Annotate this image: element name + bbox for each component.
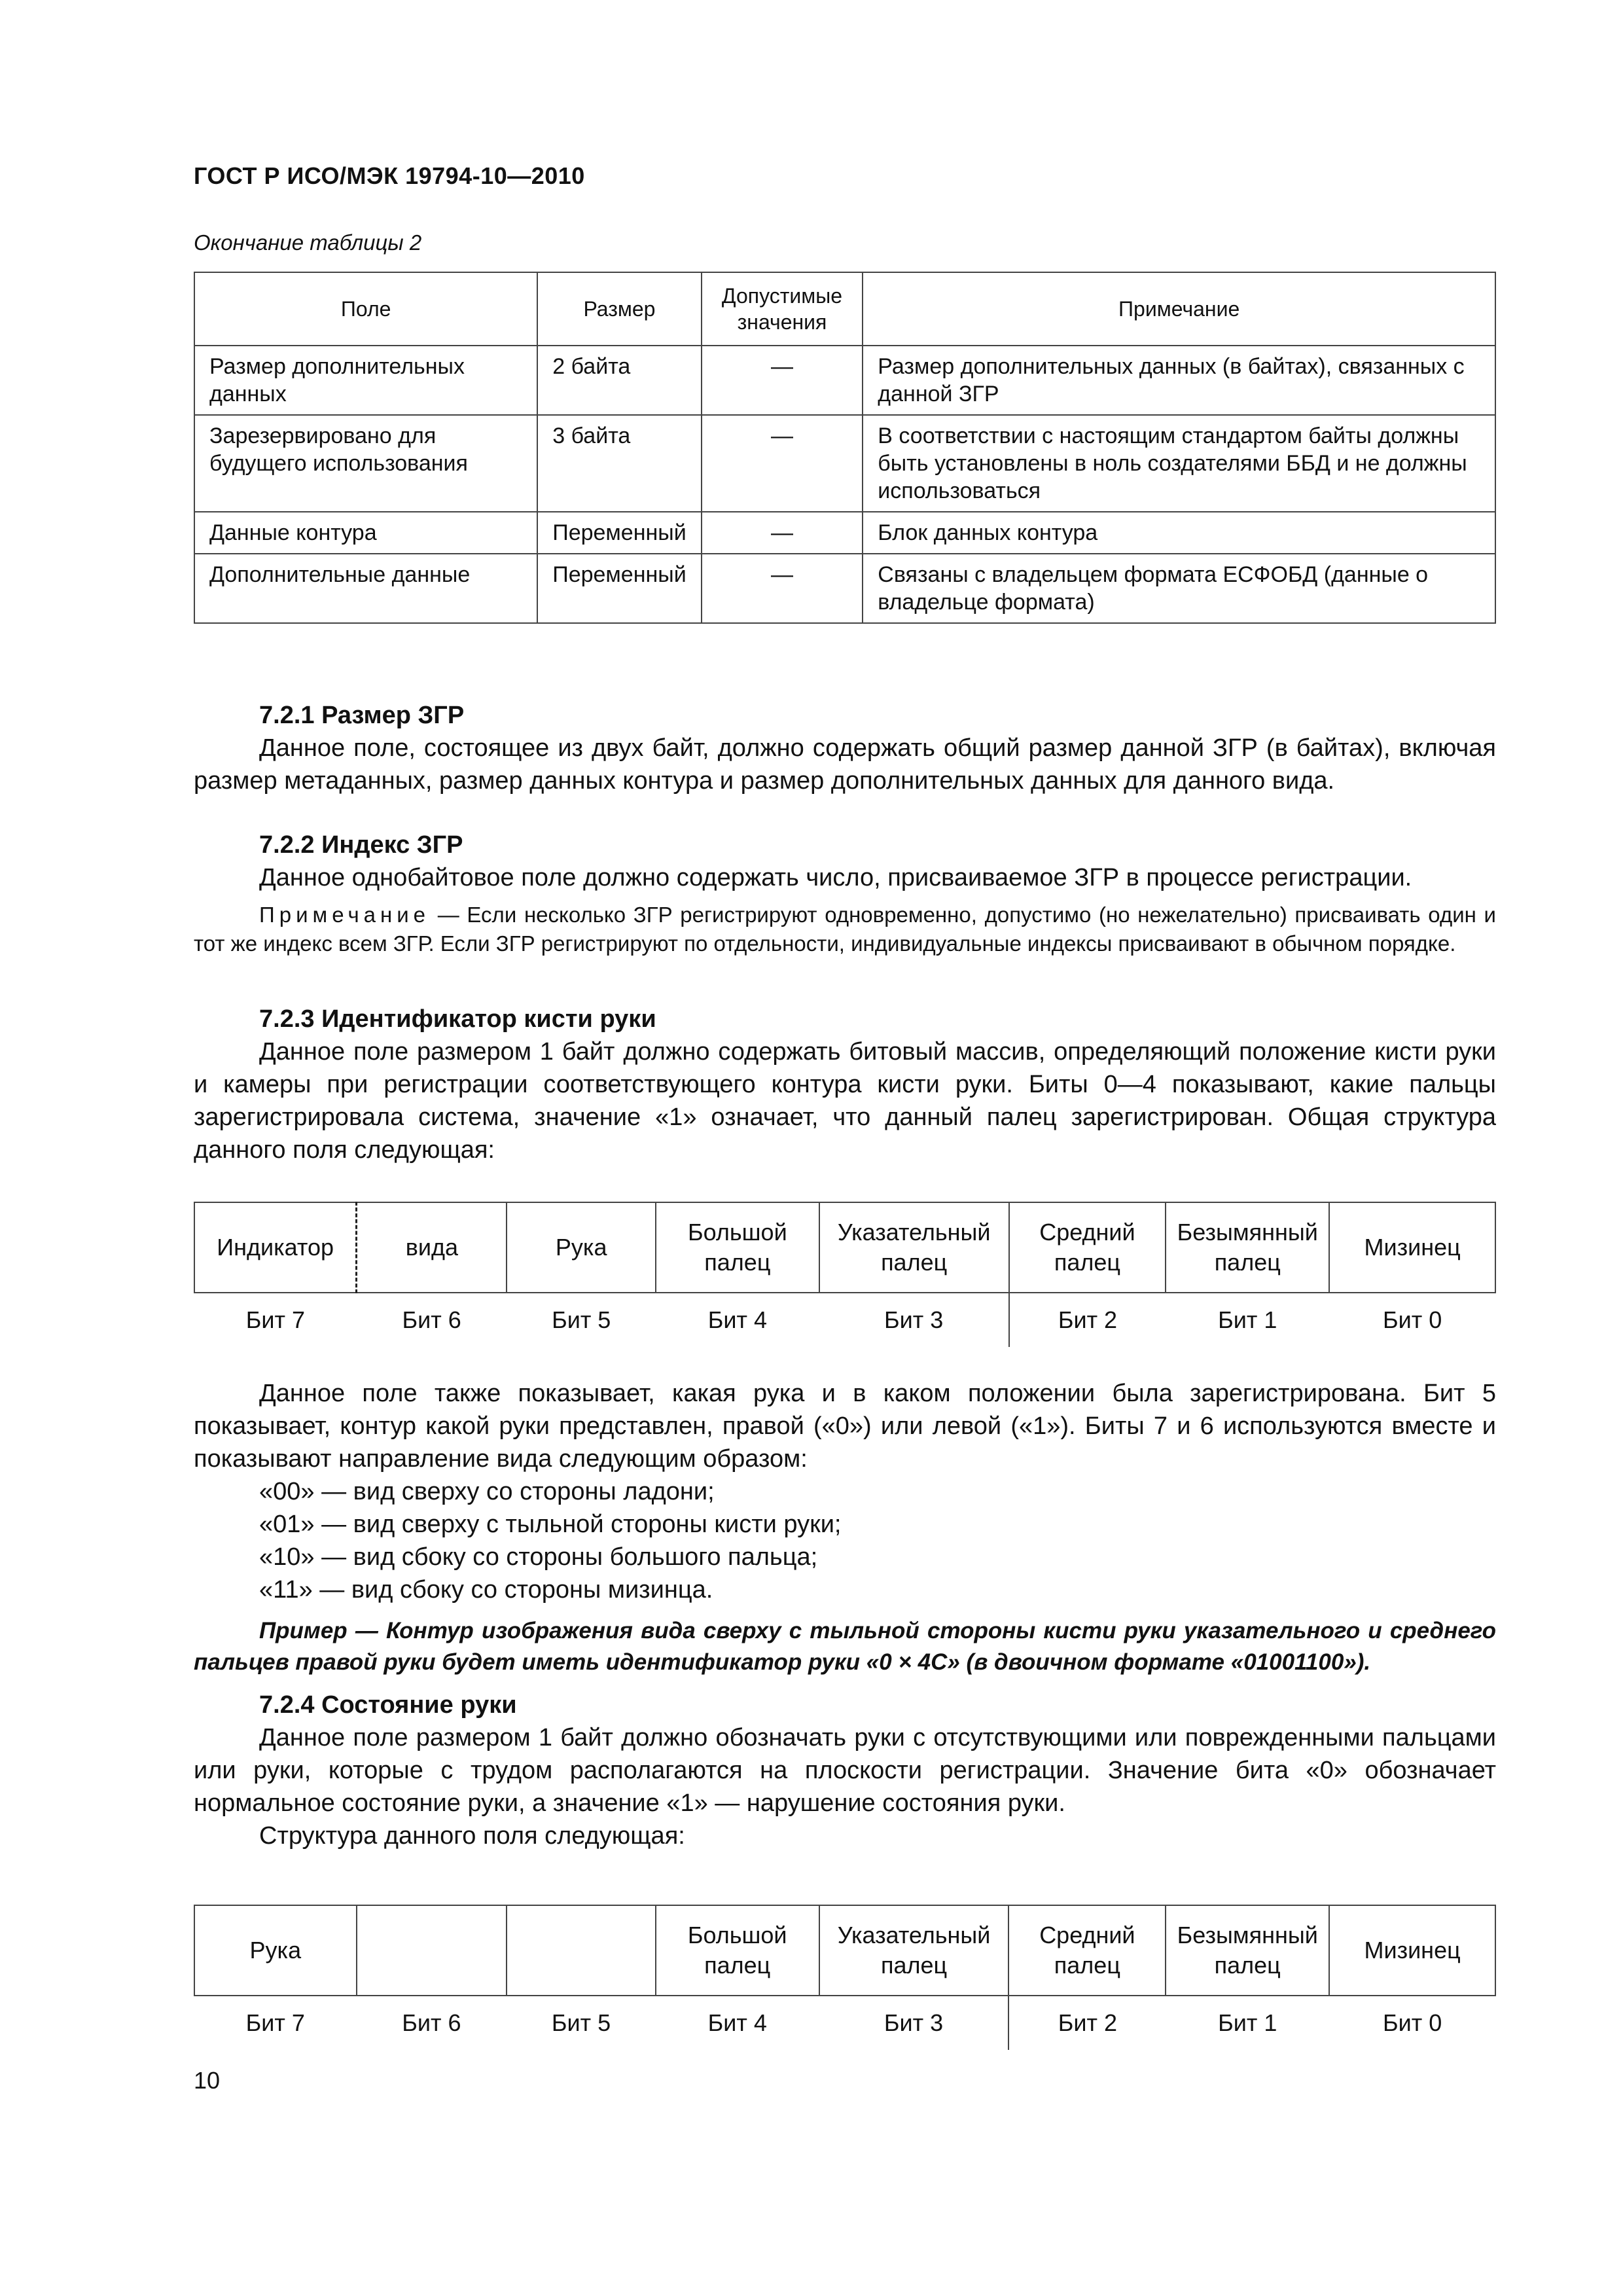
bit-label: Бит 1 bbox=[1218, 1306, 1277, 1333]
bit-cell: Указательный палец bbox=[819, 1202, 1009, 1293]
list-item: «00» — вид сверху со стороны ладони; bbox=[259, 1478, 715, 1505]
section-heading: 7.2.1 Размер ЗГР bbox=[259, 702, 465, 729]
bit-cell: Большой палец bbox=[656, 1905, 819, 1996]
bit-cell: Безымянный палец bbox=[1166, 1202, 1329, 1293]
bit-field-row bbox=[194, 1202, 1495, 1293]
paragraph: Структура данного поля следующая: bbox=[259, 1822, 685, 1850]
section-heading: 7.2.3 Идентификатор кисти руки bbox=[259, 1005, 656, 1033]
bit-cell: вида bbox=[357, 1202, 507, 1293]
table-header-row bbox=[194, 272, 1495, 346]
section-7-2-3-continued bbox=[194, 1377, 1496, 1678]
list-item: «10» — вид сбоку со стороны большого пальца; bbox=[259, 1543, 818, 1571]
note bbox=[194, 901, 1496, 958]
hand-condition-bit-table bbox=[194, 1905, 1496, 2050]
values-cell: — bbox=[702, 512, 863, 554]
bit-label: Бит 7 bbox=[245, 1306, 306, 1333]
field-cell: Дополнительные данные bbox=[194, 554, 537, 623]
bit-cell: Рука bbox=[507, 1202, 656, 1293]
bit-label: Бит 7 bbox=[245, 2009, 305, 2036]
paragraph: Данное поле размером 1 байт должно содержать битовый массив, определяющий положение кисти руки и камеры при регистрации соответствующего контура кисти руки. Биты 0—4 показывают, какие пальцы зарегистрировала система, значение «1» означает, что данный палец зарегистрирован. Общая структура данного поля следующая: bbox=[194, 1038, 1496, 1164]
bit-cell: Рука bbox=[194, 1905, 357, 1996]
hand-identifier-bit-table bbox=[194, 1202, 1496, 1347]
example: Пример — Контур изображения вида сверху с тыльной стороны кисти руки указательного и среднего пальцев правой руки будет иметь идентификатор руки «0 × 4С» (в двоичном формате «01001100»). bbox=[194, 1618, 1496, 1675]
section-7-2-4 bbox=[194, 1689, 1496, 1852]
section-heading: 7.2.4 Состояние руки bbox=[259, 1691, 517, 1719]
bit-label: Бит 3 bbox=[884, 1306, 944, 1333]
bit-label: Бит 4 bbox=[707, 2009, 767, 2036]
field-cell: Зарезервировано для будущего использования bbox=[194, 415, 537, 512]
bit-field-row bbox=[194, 1905, 1495, 1996]
bit-cell: Мизинец bbox=[1329, 1202, 1495, 1293]
list-item: «01» — вид сверху с тыльной стороны кисти руки; bbox=[259, 1511, 842, 1538]
values-cell: — bbox=[702, 415, 863, 512]
note-text: — Если несколько ЗГР регистрируют одновременно, допустимо (но нежелательно) присваивать один и тот же индекс всем ЗГР. Если ЗГР регистрируют по отдельности, индивидуальные индексы присваивают в обычном порядке. bbox=[194, 903, 1496, 956]
bit-label-row bbox=[194, 1996, 1495, 2050]
paragraph: Данное однобайтовое поле должно содержать число, присваиваемое ЗГР в процессе регистрации. bbox=[259, 864, 1412, 891]
bit-cell: Мизинец bbox=[1329, 1905, 1495, 1996]
size-cell: Переменный bbox=[537, 512, 701, 554]
column-header: Примечание bbox=[863, 272, 1495, 346]
column-header: Поле bbox=[194, 272, 537, 346]
page-number: 10 bbox=[194, 2067, 221, 2094]
bit-cell bbox=[357, 1905, 507, 1996]
bit-label: Бит 4 bbox=[707, 1306, 767, 1333]
table-caption: Окончание таблицы 2 bbox=[194, 230, 422, 255]
column-header: Допустимые значения bbox=[702, 272, 863, 346]
bit-label: Бит 6 bbox=[402, 1306, 461, 1333]
paragraph: Данное поле также показывает, какая рука и в каком положении была зарегистрирована. Бит 5 показывает, контур какой руки представлен, правой («0») или левой («1»). Биты 7 и 6 используются вместе и показывают направление вида следующим образом: bbox=[194, 1380, 1496, 1473]
values-cell: — bbox=[702, 554, 863, 623]
bit-cell bbox=[507, 1905, 656, 1996]
bit-cell: Указательный палец bbox=[819, 1905, 1009, 1996]
table-row bbox=[194, 415, 1495, 512]
bit-cell: Индикатор bbox=[194, 1202, 357, 1293]
paragraph: Данное поле размером 1 байт должно обозначать руки с отсутствующими или поврежденными пальцами или руки, которые с трудом располагаются на плоскости регистрации. Значение бита «0» обозначает нормальное состояние руки, а значение «1» — нарушение состояния руки. bbox=[194, 1724, 1496, 1817]
note-cell: В соответствии с настоящим стандартом байты должны быть установлены в ноль создателями ББД и не должны использоваться bbox=[863, 415, 1495, 512]
field-cell: Данные контура bbox=[194, 512, 537, 554]
bit-cell: Средний палец bbox=[1008, 1905, 1166, 1996]
section-7-2-2 bbox=[194, 829, 1496, 958]
column-header: Размер bbox=[537, 272, 701, 346]
table-2 bbox=[194, 272, 1496, 624]
size-cell: 2 байта bbox=[537, 346, 701, 415]
size-cell: 3 байта bbox=[537, 415, 701, 512]
bit-label: Бит 1 bbox=[1218, 2009, 1277, 2036]
bit-label-row bbox=[194, 1293, 1495, 1347]
section-heading: 7.2.2 Индекс ЗГР bbox=[259, 831, 463, 859]
bit-label: Бит 5 bbox=[552, 1306, 611, 1333]
list-item: «11» — вид сбоку со стороны мизинца. bbox=[259, 1576, 713, 1604]
section-7-2-3 bbox=[194, 1003, 1496, 1166]
bit-cell: Средний палец bbox=[1009, 1202, 1166, 1293]
bit-cell: Большой палец bbox=[656, 1202, 819, 1293]
values-cell: — bbox=[702, 346, 863, 415]
bit-label: Бит 0 bbox=[1382, 2009, 1442, 2036]
note-cell: Блок данных контура bbox=[863, 512, 1495, 554]
note-cell: Связаны с владельцем формата ЕСФОБД (данные о владельце формата) bbox=[863, 554, 1495, 623]
bit-label: Бит 2 bbox=[1009, 1293, 1166, 1347]
table-row bbox=[194, 346, 1495, 415]
table-row bbox=[194, 554, 1495, 623]
section-7-2-1 bbox=[194, 699, 1496, 797]
bit-label: Бит 6 bbox=[402, 2009, 461, 2036]
field-cell: Размер дополнительных данных bbox=[194, 346, 537, 415]
bit-label: Бит 2 bbox=[1008, 1996, 1166, 2050]
paragraph: Данное поле, состоящее из двух байт, должно содержать общий размер данной ЗГР (в байтах), включая размер метаданных, размер данных контура и размер дополнительных данных для данного вида. bbox=[194, 734, 1496, 795]
bit-label: Бит 3 bbox=[883, 2009, 944, 2036]
note-label: Примечание bbox=[259, 903, 431, 927]
bit-label: Бит 0 bbox=[1382, 1306, 1442, 1333]
note-cell: Размер дополнительных данных (в байтах), связанных с данной ЗГР bbox=[863, 346, 1495, 415]
document-header: ГОСТ Р ИСО/МЭК 19794-10—2010 bbox=[194, 162, 585, 189]
bit-cell: Безымянный палец bbox=[1166, 1905, 1329, 1996]
size-cell: Переменный bbox=[537, 554, 701, 623]
bit-label: Бит 5 bbox=[551, 2009, 611, 2036]
table-row bbox=[194, 512, 1495, 554]
